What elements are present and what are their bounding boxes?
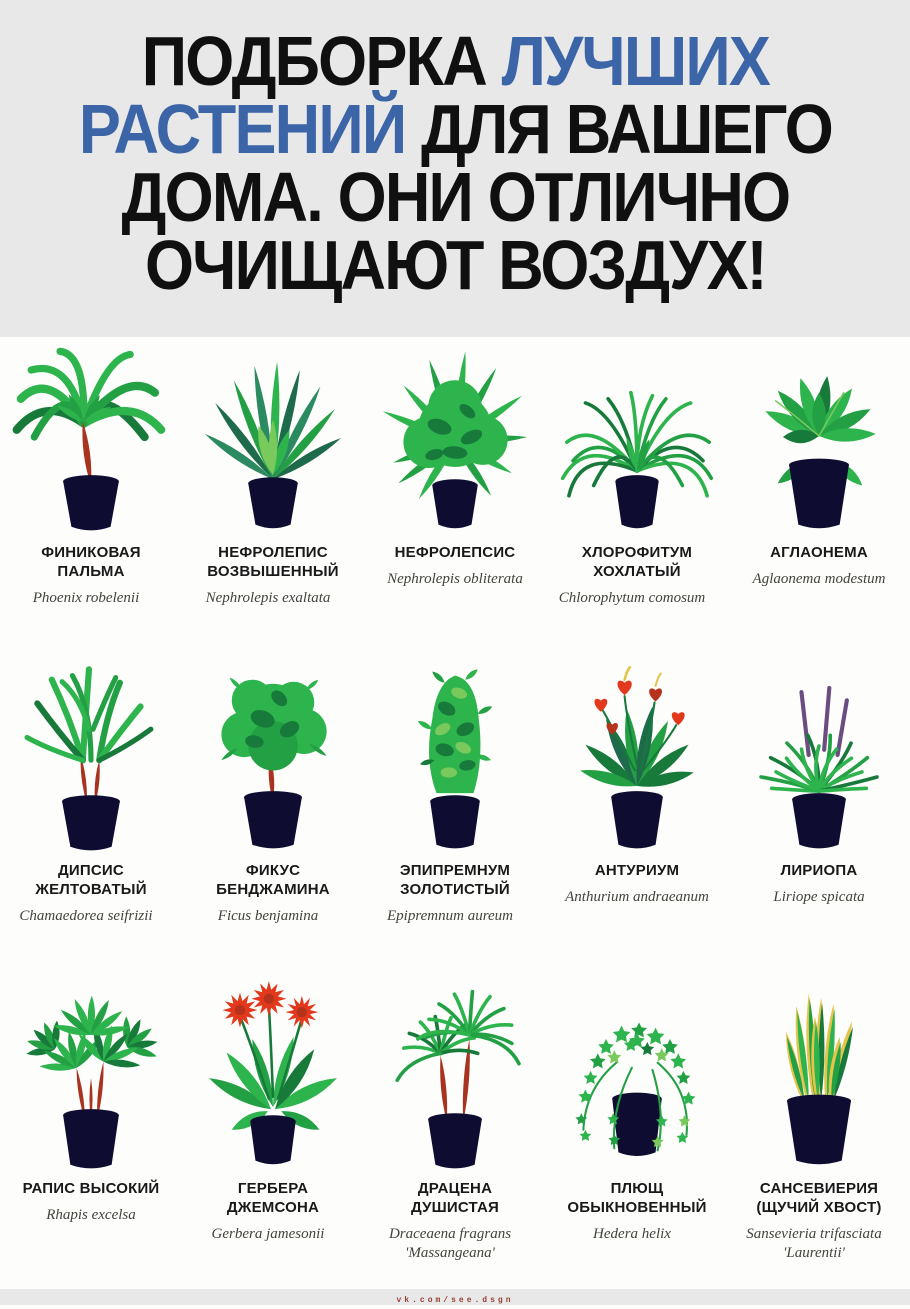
title-line [78,225,831,304]
plant-name-ru: ЭПИПРЕМНУМ ЗОЛОТИСТЫЙ [399,862,511,898]
plant-name-ru: ДРАЦЕНА ДУШИСТАЯ [411,1180,499,1216]
plant-cell [728,655,910,973]
plant-name-latin: Phoenix robelenii [32,589,140,606]
plant-name-ru: РАПИС ВЫСОКИЙ [22,1180,160,1197]
plant-caption [192,853,354,926]
gerbera-icon [184,973,362,1171]
plant-name-latin: Gerbera jamesonii [211,1225,325,1242]
plant-name-ru: АГЛАОНЕМА [770,544,868,561]
plant-caption [556,535,718,608]
title-segment: ПОДБОРКА [141,22,502,100]
ivy-icon [548,973,726,1171]
title-segment-blue: РАСТЕНИЙ [78,89,405,168]
plant-caption [374,1171,536,1264]
plant-cell [182,655,364,973]
plant-caption [10,535,172,608]
spider-plant-icon [548,337,726,535]
plant-cell [546,973,728,1291]
title-line [78,22,831,100]
broadleaf-icon [730,337,908,535]
plant-name-ru: ФИНИКОВАЯ ПАЛЬМА [41,544,141,580]
title-segment-blue: ЛУЧШИХ [501,22,769,100]
title-segment: ОЧИЩАЮТ ВОЗДУХ! [144,225,766,304]
plant-name-latin: Hedera helix [593,1225,671,1242]
plant-cell [0,973,182,1291]
plant-caption [10,853,172,926]
plant-name-latin: Chamaedorea seifrizii [19,907,153,924]
plant-name-latin: Liriope spicata [773,888,865,905]
plant-cell [182,973,364,1291]
plant-caption [753,535,886,589]
plant-cell [364,655,546,973]
plant-name-ru: АНТУРИУМ [594,862,680,879]
fan-palm-icon [2,973,180,1171]
spiky-fern-icon [184,337,362,535]
tall-palm-icon [2,655,180,853]
plant-caption [556,1171,718,1244]
plant-caption [387,535,523,589]
plant-name-latin: Rhapis excelsa [46,1206,136,1223]
plant-name-ru: ЛИРИОПА [780,862,858,879]
plant-name-latin: Draceaena fragrans 'Massangeana' [388,1225,512,1261]
plant-name-ru: НЕФРОЛЕПСИС [394,544,516,561]
plant-caption [192,535,354,608]
plant-caption [374,853,536,926]
footer [0,1289,910,1305]
plant-name-latin: Aglaonema modestum [752,570,886,587]
plant-name-latin: Nephrolepis obliterata [387,570,523,587]
plant-caption [192,1171,354,1244]
plant-name-latin: Anthurium andraeanum [565,888,709,905]
plant-cell [364,337,546,655]
plant-cell [0,337,182,655]
plant-name-ru: ПЛЮЩ ОБЫКНОВЕННЫЙ [567,1180,707,1216]
plant-name-ru: ДИПСИС ЖЕЛТОВАТЫЙ [35,862,147,898]
plant-caption [23,1171,160,1225]
plant-caption [773,853,864,907]
sansevieria-icon [730,973,908,1171]
title-line [78,89,832,168]
title-segment: ДОМА. ОНИ ОТЛИЧНО [121,157,789,236]
plant-name-latin: Sansevieria trifasciata 'Laurentii' [746,1225,882,1261]
title-line [78,157,831,236]
plant-name-ru: ГЕРБЕРА ДЖЕМСОНА [226,1180,320,1216]
ficus-icon [184,655,362,853]
plant-cell [546,337,728,655]
bushy-fern-icon [366,337,544,535]
title-segment: ДЛЯ ВАШЕГО [404,89,832,168]
plant-name-latin: Epipremnum aureum [387,907,513,924]
anthurium-icon [548,655,726,853]
header [0,0,910,337]
plant-name-latin: Ficus benjamina [217,907,319,924]
plant-name-latin: Nephrolepis exaltata [205,589,331,606]
phoenix-palm-icon [2,337,180,535]
plant-cell [728,337,910,655]
plant-name-ru: САНСЕВИЕРИЯ (ЩУЧИЙ ХВОСТ) [756,1180,882,1216]
plant-name-ru: НЕФРОЛЕПИС ВОЗВЫШЕННЫЙ [207,544,339,580]
column-bush-icon [366,655,544,853]
plant-name-latin: Chlorophytum comosum [558,589,706,606]
plant-caption [565,853,709,907]
dracaena-icon [366,973,544,1171]
plant-cell [0,655,182,973]
page-title [78,0,832,304]
grass-mound-icon [730,655,908,853]
plant-name-ru: ХЛОРОФИТУМ ХОХЛАТЫЙ [581,544,693,580]
plant-grid [0,337,910,1291]
plant-cell [182,337,364,655]
plant-caption [738,1171,900,1264]
plant-name-ru: ФИКУС БЕНДЖАМИНА [216,862,330,898]
plant-cell [728,973,910,1291]
watermark-text: vk.com/see.dsgn [396,1296,514,1305]
plant-cell [546,655,728,973]
plant-cell [364,973,546,1291]
